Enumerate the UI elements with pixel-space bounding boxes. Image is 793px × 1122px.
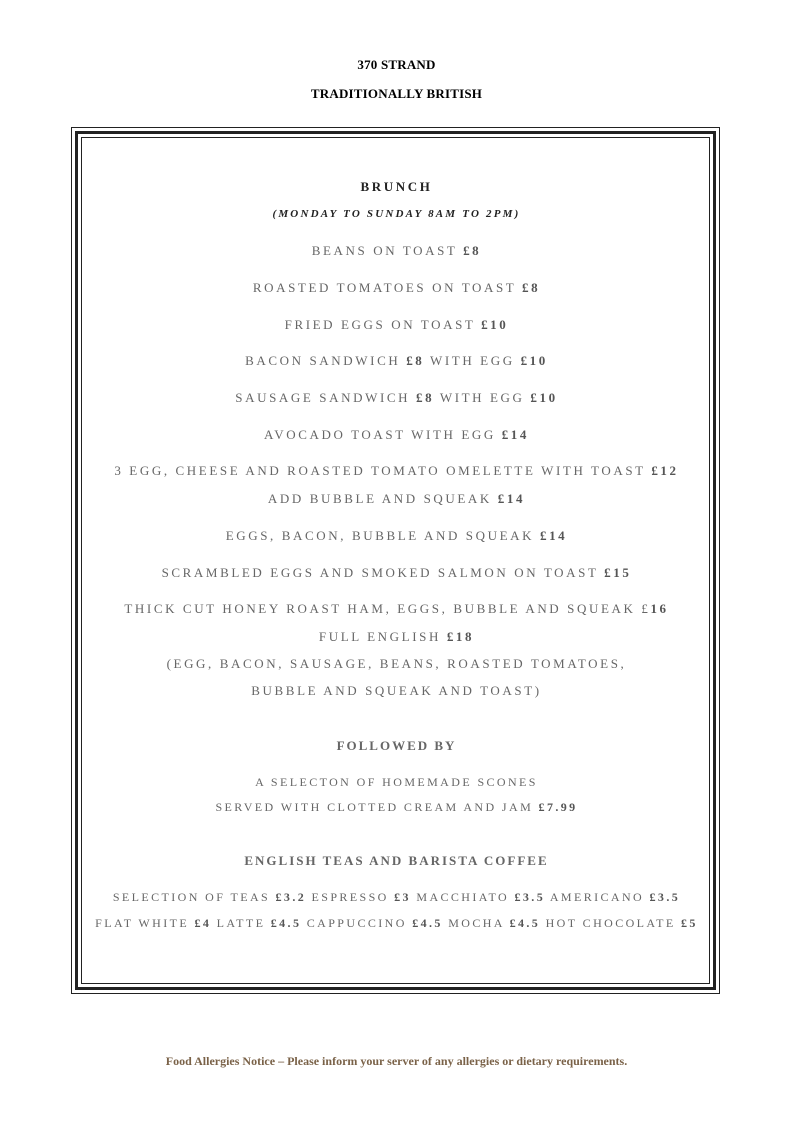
item-text: SAUSAGE SANDWICH [235,390,417,405]
menu-item [0,463,793,479]
item-text: ESPRESSO [306,890,395,904]
menu-item [0,491,793,507]
item-text: EGGS, BACON, BUBBLE AND SQUEAK [225,528,540,543]
item-price: £15 [604,565,632,580]
menu-item [0,629,793,645]
teas-title: ENGLISH TEAS AND BARISTA COFFEE [244,853,549,868]
item-price: £5 [681,916,698,930]
menu-item [0,317,793,333]
menu-item [0,280,793,296]
followed-by-title: FOLLOWED BY [336,738,457,753]
item-text: MACCHIATO [410,890,515,904]
item-price: £4.5 [412,916,443,930]
item-text: ROASTED TOMATOES ON TOAST [252,280,522,295]
item-price: £10 [481,317,509,332]
item-text: BACON SANDWICH [245,353,407,368]
menu-item [0,243,793,259]
item-price: £18 [446,629,475,644]
menu-item [0,528,793,544]
item-text: ADD BUBBLE AND SQUEAK [267,491,498,506]
brunch-hours: (MONDAY TO SUNDAY 8AM TO 2PM) [272,208,521,220]
menu-item [0,800,793,815]
item-text: SERVED WITH CLOTTED CREAM AND JAM [215,800,539,814]
restaurant-address: 370 STRAND [357,57,436,72]
item-text: THICK CUT HONEY ROAST HAM, EGGS, BUBBLE AND SQUEAK £ [124,601,651,616]
item-text: FULL ENGLISH [318,629,447,644]
item-text: SELECTION OF TEAS [112,890,276,904]
item-text: BEANS ON TOAST [311,243,464,258]
item-price: £8 [463,243,482,258]
item-text: WITH EGG [424,353,521,368]
item-price: £7.99 [538,800,578,814]
menu-item [0,565,793,581]
item-price: £3.5 [649,890,681,904]
item-price: £14 [539,528,568,543]
item-text: FRIED EGGS ON TOAST [284,317,482,332]
item-text: A SELECTON OF HOMEMADE SCONES [255,775,538,789]
item-price: £4 [194,916,212,930]
item-text: FLAT WHITE [95,916,195,930]
allergy-notice: Food Allergies Notice – Please inform your server of any allergies or dietary requirements. [165,1054,628,1068]
item-text: LATTE [211,916,271,930]
item-price: £10 [520,353,548,368]
item-price: £14 [501,427,530,442]
item-price: £14 [497,491,526,506]
menu-item [0,353,793,369]
item-price: £3.2 [275,890,307,904]
item-text: AVOCADO TOAST WITH EGG [263,427,502,442]
item-text: MOCHA [442,916,510,930]
menu-item [0,601,793,617]
item-price: 16 [650,601,669,616]
item-price: £3.5 [514,890,546,904]
item-price: £3 [394,890,411,904]
item-text: AMERICANO [545,890,650,904]
restaurant-tagline: TRADITIONALLY BRITISH [310,86,483,101]
menu-item [0,916,793,931]
item-price: £4.5 [270,916,302,930]
menu-item [0,890,793,905]
item-text: CAPPUCCINO [301,916,413,930]
item-price: £10 [530,390,558,405]
menu-item [0,656,793,672]
item-price: £12 [651,463,679,478]
item-text: WITH EGG [434,390,531,405]
item-text: HOT CHOCOLATE [540,916,681,930]
item-price: £8 [416,390,435,405]
menu-item [0,390,793,406]
item-text: SCRAMBLED EGGS AND SMOKED SALMON ON TOAST [161,565,605,580]
menu-item [0,683,793,699]
menu-item [0,427,793,443]
item-text: 3 EGG, CHEESE AND ROASTED TOMATO OMELETTE WITH TOAST [114,463,652,478]
item-price: £8 [406,353,425,368]
item-text: BUBBLE AND SQUEAK AND TOAST) [251,683,542,698]
menu-item [0,775,793,790]
item-price: £8 [521,280,541,295]
item-text: (EGG, BACON, SAUSAGE, BEANS, ROASTED TOMATOES, [166,656,627,671]
item-price: £4.5 [509,916,541,930]
brunch-title: BRUNCH [360,179,433,194]
